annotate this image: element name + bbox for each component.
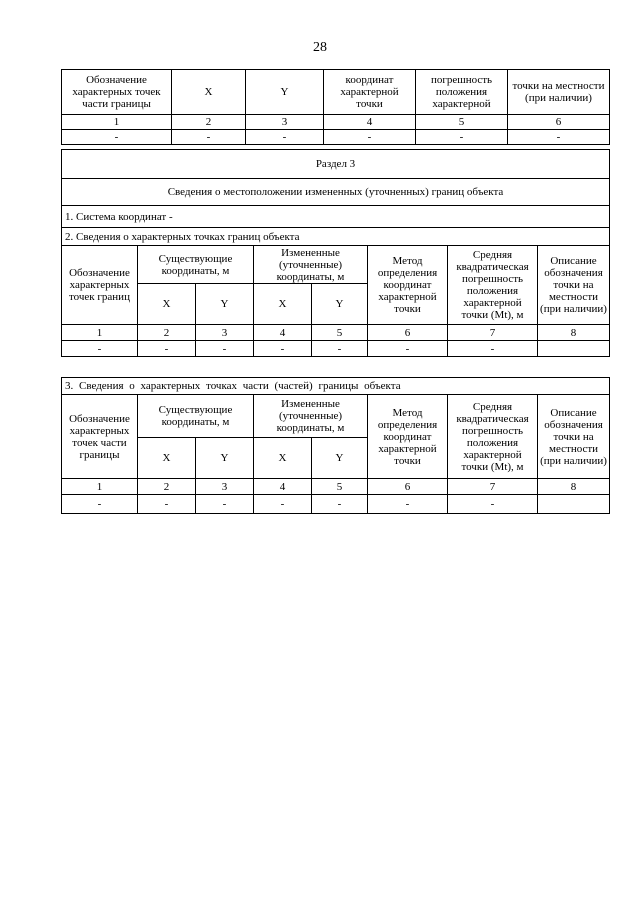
table-cell: 5	[312, 479, 368, 495]
table-cell: -	[448, 495, 538, 514]
table-row	[62, 341, 610, 357]
table-header-row	[62, 246, 610, 284]
column-number-row	[62, 115, 610, 130]
table-cell: -	[324, 130, 416, 145]
table-cell: 3	[196, 479, 254, 495]
table-cell: 4	[324, 115, 416, 130]
table-cell: -	[508, 130, 610, 145]
table-cell: -	[62, 341, 138, 357]
header-designation: Обозначение характерных точек части границы	[62, 395, 138, 479]
header-y-changed: Y	[312, 284, 368, 325]
section-subtitle-row	[62, 179, 610, 206]
table-header-row	[62, 70, 610, 115]
header-cell: Обозначение характерных точек части границы	[62, 70, 172, 115]
table-cell: 7	[448, 479, 538, 495]
table-cell: -	[416, 130, 508, 145]
section-subtitle: Сведения о местоположении измененных (уточненных) границ объекта	[62, 179, 610, 206]
table-cell: 1	[62, 479, 138, 495]
previous-part-boundary-table	[61, 69, 610, 145]
header-existing-coords: Существующие координаты, м	[138, 395, 254, 438]
header-y-existing: Y	[196, 284, 254, 325]
header-x-existing: X	[138, 284, 196, 325]
table-cell: -	[254, 341, 312, 357]
table-cell: -	[138, 341, 196, 357]
table-cell: 6	[368, 479, 448, 495]
table-cell: 3	[196, 325, 254, 341]
column-number-row	[62, 479, 610, 495]
table-row	[62, 130, 610, 145]
header-method: Метод определения координат характерной точки	[368, 395, 448, 479]
table-cell: 5	[312, 325, 368, 341]
table-cell: -	[172, 130, 246, 145]
part-boundary-points-table	[61, 377, 610, 514]
header-cell: погрешность положения характерной	[416, 70, 508, 115]
table-cell: -	[254, 495, 312, 514]
table-cell: -	[448, 341, 538, 357]
table-cell: -	[246, 130, 324, 145]
header-y-existing: Y	[196, 438, 254, 479]
table-cell: -	[62, 130, 172, 145]
table-cell	[538, 495, 610, 514]
coordinate-system-label: 1. Система координат -	[62, 206, 610, 228]
table-cell: -	[368, 495, 448, 514]
header-y-changed: Y	[312, 438, 368, 479]
header-existing-coords: Существующие координаты, м	[138, 246, 254, 284]
header-cell: координат характерной точки	[324, 70, 416, 115]
header-designation: Обозначение характерных точек границ	[62, 246, 138, 325]
table-cell: 8	[538, 479, 610, 495]
header-x-existing: X	[138, 438, 196, 479]
header-cell: точки на местности (при наличии)	[508, 70, 610, 115]
table-cell: -	[368, 341, 448, 357]
table-cell: 7	[448, 325, 538, 341]
part-caption-row	[62, 378, 610, 395]
coordinate-system-row	[62, 206, 610, 228]
part-caption: 3. Сведения о характерных точках части (частей) границы объекта	[62, 378, 610, 395]
section-title: Раздел 3	[62, 150, 610, 179]
header-x-changed: X	[254, 438, 312, 479]
header-x-changed: X	[254, 284, 312, 325]
table-cell: 5	[416, 115, 508, 130]
points-caption-row	[62, 228, 610, 246]
table-cell: 6	[508, 115, 610, 130]
table-cell: 1	[62, 325, 138, 341]
table-header-row	[62, 395, 610, 438]
table-cell: 8	[538, 325, 610, 341]
header-cell: Y	[246, 70, 324, 115]
table-cell: 6	[368, 325, 448, 341]
header-error: Средняя квадратическая погрешность положения характерной точки (Mt), м	[448, 395, 538, 479]
points-caption: 2. Сведения о характерных точках границ объекта	[62, 228, 610, 246]
table-cell: 3	[246, 115, 324, 130]
header-method: Метод определения координат характерной точки	[368, 246, 448, 325]
section-title-row	[62, 150, 610, 179]
table-cell: 4	[254, 479, 312, 495]
table-cell: -	[62, 495, 138, 514]
table-cell: 4	[254, 325, 312, 341]
table-cell: 2	[172, 115, 246, 130]
table-row	[62, 495, 610, 514]
header-cell: X	[172, 70, 246, 115]
table-cell: -	[196, 495, 254, 514]
header-error: Средняя квадратическая погрешность положения характерной точки (Mt), м	[448, 246, 538, 325]
column-number-row	[62, 325, 610, 341]
table-cell: 2	[138, 479, 196, 495]
table-cell: -	[138, 495, 196, 514]
table-cell: 1	[62, 115, 172, 130]
page-number: 28	[313, 40, 327, 55]
table-cell	[538, 341, 610, 357]
section-3-boundary-points-table	[61, 149, 610, 357]
table-cell: -	[312, 341, 368, 357]
header-changed-coords: Измененные (уточненные) координаты, м	[254, 395, 368, 438]
table-cell: -	[312, 495, 368, 514]
header-description: Описание обозначения точки на местности (при наличии)	[538, 395, 610, 479]
header-changed-coords: Измененные (уточненные) координаты, м	[254, 246, 368, 284]
header-description: Описание обозначения точки на местности (при наличии)	[538, 246, 610, 325]
table-cell: -	[196, 341, 254, 357]
table-cell: 2	[138, 325, 196, 341]
